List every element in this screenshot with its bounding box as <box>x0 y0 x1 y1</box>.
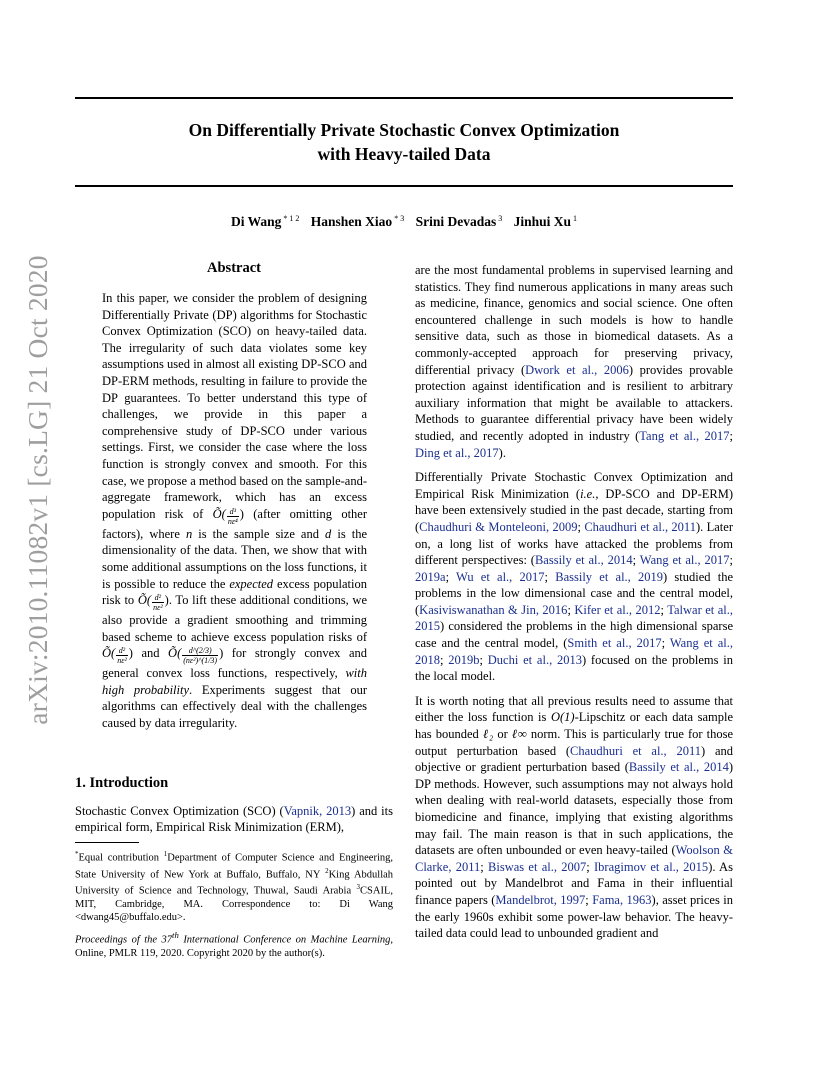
citation-link[interactable]: Talwar et al., 2015 <box>415 602 733 634</box>
math-o-tilde: Õ( <box>168 646 182 661</box>
fraction-denominator: nε⁴ <box>227 516 238 526</box>
abstract-text: is the sample size and <box>198 526 319 541</box>
body-text: ) DP methods. However, such assumptions may not always hold when dealing with real-world datasets, especially those from biomedicine and finance, implying that existing algorithms may fail. The main reason is that in such applications, the datasets are often unbounded or even heavy-tailed ( <box>415 760 733 858</box>
abstract-text: is the dimensionality of the data. Then, we show that with some additional assumptions on the loss functions, it is possible to reduce the <box>102 526 368 591</box>
title-line-1: On Differentially Private Stochastic Convex Optimization <box>188 120 620 140</box>
citation-link[interactable]: Kasiviswanathan & Jin, 2016 <box>419 602 568 617</box>
body-text: ) provides provable protection against identification and is resilient to arbitrary auxiliary information that might be available to attackers. Methods to guarantee differential privacy have been widely studied, and recently adopted in industry ( <box>415 362 733 443</box>
proceedings-note <box>75 929 393 960</box>
body-text: -Lipschitz or each data sample has bounded <box>415 710 733 742</box>
author-affiliation-marker: * 3 <box>394 214 405 223</box>
author-affiliation-marker: 3 <box>498 214 503 223</box>
abstract-heading: Abstract <box>207 260 261 276</box>
citation-link[interactable]: 2019a <box>415 569 446 584</box>
abstract-text: for strongly convex and general convex loss functions, respectively, <box>102 646 367 681</box>
abstract-text: . Experiments suggest that our algorithms can effectively deal with the challenges caused by data irregularity. <box>102 682 367 731</box>
abstract-text: and <box>141 646 160 661</box>
left-column <box>75 258 393 844</box>
body-text: ) focused on the problems in the local model. <box>415 652 733 684</box>
math-fraction <box>152 593 164 612</box>
section-heading-introduction: 1. Introduction <box>75 774 169 791</box>
math-fraction <box>227 507 239 526</box>
arxiv-stamp <box>21 255 53 725</box>
math-var: d <box>325 526 332 541</box>
author-affiliation-marker: * 1 2 <box>283 214 300 223</box>
body-text: Differentially Private Stochastic Convex Optimization and Empirical Risk Minimization ( <box>415 470 733 501</box>
fraction-numerator: d² <box>152 593 164 603</box>
proceedings-part: International Conference on Machine Learning <box>183 934 391 946</box>
math-fraction <box>182 646 218 665</box>
fraction-numerator: d^(2/3) <box>182 646 218 656</box>
author-name: Di Wang <box>231 214 282 229</box>
math-o-tilde: Õ( <box>137 593 152 608</box>
body-text: or <box>493 727 512 742</box>
body-text: ), asset prices in the early 1960s exhibit some power-law behavior. The heavy-tailed data could lead to unbounded gradient and <box>415 892 733 941</box>
citation-link[interactable]: Wang et al., 2017 <box>639 553 730 568</box>
author-name: Jinhui Xu <box>513 214 571 229</box>
abstract-text: . To lift these additional conditions, we also provide a gradient smoothing and trimming based scheme to achieve excess population risks of <box>102 593 367 644</box>
abstract-paragraph: In this paper, we consider the problem of designing Differentially Private (DP) algorithms for Stochastic Convex Optimization (SCO) on heavy-tailed data. The irregularity of such data violates some key assumptions used in almost all existing DP-SCO and DP-ERM methods, resulting in failure to provide the DP guarantees. To better understand this type of challenges, we provide in this paper a comprehensive study of DP-SCO under various settings. First, we consider the case where the loss function is strongly convex and smooth. For this case, we propose a method based on the sample-and-aggregate framework, which has an excess population risk of Õ( $\frac{\text{d³}}{\text{nε⁴}}$ ) (after omitting other factors), where n is the sample size and d is the dimensionality of the data. Then, we show that with some additional assumptions on the loss functions, it is possible to reduce the expected excess population risk to Õ( $\frac{\text{d²}}{\text{nε²}}$ ). To lift these additional conditions, we also provide a gradient smoothing and trimming based scheme to achieve excess population risks of Õ( $\frac{\text{d²}}{\text{nε²}}$ ) and Õ( $\frac{d\^{}(2/3)}{\text{(nε²)\textasciicircum{}(1/3)}}$ ) for strongly convex and general convex loss functions, respectively, with high probability. Experiments suggest that our algorithms can effectively deal with the challenges caused by data irregularity. <box>102 291 368 731</box>
abstract-text: In this paper, we consider the problem of designing Differentially Private (DP) algorithms for Stochastic Convex Optimization (SCO) on heavy-tailed data. The irregularity of such data violates some key assumptions used in almost all existing DP-SCO and DP-ERM methods, resulting in failure to provide the DP guarantees. To better understand this type of challenges, we provide in this paper a comprehensive study of DP-SCO under various settings. First, we consider the case where the loss function is strongly convex and smooth. For this case, we propose a method based on the sample-and-aggregate framework, which has an excess population risk of <box>102 291 367 521</box>
intro-paragraph <box>75 803 393 836</box>
citation-link[interactable]: Bassily et al., 2019 <box>555 569 664 584</box>
math-o-tilde: Õ( <box>102 646 116 661</box>
abstract-body <box>102 290 367 732</box>
citation-link[interactable]: Chaudhuri et al., 2011 <box>584 519 696 534</box>
citation-link[interactable]: Ding et al., 2017 <box>415 445 499 460</box>
footnote-text: *Equal contribution $^1$Department of Computer Science and Engineering, State University of New York at Buffalo, Buffalo, NY $^2$King Abdullah University of Science and Technology, Thuwal, Saudi Arabia $^3$CSAIL, MIT, Cambridge, MA. Correspondence to: Di Wang <dwang45@buffalo.edu>. <box>75 850 394 924</box>
proceedings-part: th <box>172 930 179 940</box>
citation-link[interactable]: Biswas et al., 2007 <box>488 859 587 874</box>
body-text: ) studied the problems in the low dimensional case and the central model, ( <box>415 569 733 617</box>
fraction-denominator: (nε²)^(1/3) <box>183 656 218 666</box>
math-var: n <box>185 526 193 541</box>
author-name: Srini Devadas <box>415 214 497 229</box>
citation-link[interactable]: Fama, 1963 <box>592 892 652 907</box>
title-rule-top <box>75 97 733 99</box>
citation-link[interactable]: Woolson & Clarke, 2011 <box>415 843 733 874</box>
citation-link[interactable]: Tang et al., 2017 <box>639 428 730 443</box>
citation-link[interactable]: Chaudhuri et al., 2011 <box>570 743 701 758</box>
body-text: ; <box>729 428 733 443</box>
emphasis-text: expected <box>229 576 274 591</box>
citation-link[interactable]: Wang et al., 2018 <box>415 636 733 667</box>
citation-link[interactable]: Duchi et al., 2013 <box>487 652 582 667</box>
footnote-part: Equal contribution <box>78 852 160 864</box>
citation-link[interactable]: Dwork et al., 2006 <box>525 362 629 377</box>
body-paragraph: Differentially Private Stochastic Convex Optimization and Empirical Risk Minimization (i.e., DP-SCO and DP-ERM) have been extensively studied in the past decade, starting from (Chaudhuri & Monteleoni, 2009; Chaudhuri et al., 2011). Later on, a long list of works have attacked the problems from different perspectives: (Bassily et al., 2014; Wang et al., 2017; 2019a; Wu et al., 2017; Bassily et al., 2019) studied the problems in the low dimensional case and the central model, (Kasiviswanathan & Jin, 2016; Kifer et al., 2012; Talwar et al., 2015) considered the problems in the high dimensional sparse case and the central model, (Smith et al., 2017; Wang et al., 2018; 2019b; Duchi et al., 2013) focused on the problems in the local model. <box>415 470 733 684</box>
body-text: It is worth noting that all previous results need to assume that either the loss function is <box>415 693 733 725</box>
footnote-part: CSAIL, MIT, Cambridge, MA. Correspondence to: Di Wang <dwang45@buffalo.edu>. <box>75 885 393 924</box>
author <box>231 214 299 229</box>
math-expression: O(1) <box>550 710 575 725</box>
proceedings-text <box>75 929 393 960</box>
citation-link[interactable]: Bassily et al., 2014 <box>628 760 729 775</box>
abstract-text: excess population risk to <box>102 576 367 608</box>
citation-link[interactable]: Vapnik, 2013 <box>283 803 352 818</box>
citation-link[interactable]: Mandelbrot, 1997 <box>495 892 586 907</box>
citation-link[interactable]: Smith et al., 2017 <box>567 636 662 651</box>
proceedings-part: Proceedings of the 37 <box>75 934 173 946</box>
fraction-denominator: nε² <box>117 656 127 666</box>
body-text: ) and its empirical form, Empirical Risk Minimization (ERM), <box>75 803 393 835</box>
body-text: ) considered the problems in the high dimensional sparse case and the central model, ( <box>415 619 733 651</box>
fraction-denominator: nε² <box>153 603 163 613</box>
body-text: are the most fundamental problems in supervised learning and statistics. They find numerous applications in many areas such as medicine, finance, genomics and social science. One often encountered challenge in such models is how to handle sensitive data, such as those in biomedical datasets. As a commonly-accepted approach for preserving privacy, differential privacy ( <box>415 263 733 377</box>
footnote <box>75 848 393 925</box>
body-paragraph: It is worth noting that all previous results need to assume that either the loss function is O(1)-Lipschitz or each data sample has bounded ℓ₂ or ℓ∞ norm. This is particularly true for those output perturbation based (Chaudhuri et al., 2011) and objective or gradient perturbation based (Bassily et al., 2014) DP methods. However, such assumptions may not always hold when dealing with real-world datasets, especially those from biomedicine and finance, implying that existing algorithms may fail. The main reason is that in such applications, the datasets are often unbounded or even heavy-tailed (Woolson & Clarke, 2011; Biswas et al., 2007; Ibragimov et al., 2015). As pointed out by Mandelbrot and Fama in their influential finance papers (Mandelbrot, 1997; Fama, 1963), asset prices in the early 1960s exhibit some power-law behavior. The heavy-tailed data could lead to unbounded gradient and <box>415 693 733 941</box>
footnote-part: Department of Computer Science and Engineering, State University of New York at Buffalo, Buffalo, NY <box>75 852 393 881</box>
citation-link[interactable]: Bassily et al., 2014 <box>534 553 633 568</box>
right-column <box>415 262 733 950</box>
body-text: ). <box>498 445 506 460</box>
emphasis-text: i.e., <box>580 486 599 501</box>
proceedings-part: , Online, PMLR 119, 2020. Copyright 2020 by the author(s). <box>75 934 393 959</box>
citation-link[interactable]: Wu et al., 2017 <box>456 569 545 584</box>
author <box>311 214 404 229</box>
body-text: ). As pointed out by Mandelbrot and Fama in their influential finance papers ( <box>415 859 733 907</box>
citation-link[interactable]: 2019b <box>448 652 480 667</box>
footnote-rule <box>75 842 139 843</box>
title-rule-bottom <box>75 185 733 187</box>
citation-link[interactable]: Ibragimov et al., 2015 <box>594 859 709 874</box>
author <box>416 214 503 229</box>
body-text: Stochastic Convex Optimization (SCO) ( <box>75 803 284 818</box>
citation-link[interactable]: Kifer et al., 2012 <box>574 602 661 617</box>
math-fraction <box>116 646 128 665</box>
body-paragraph <box>415 262 733 461</box>
paper-title <box>75 118 733 166</box>
math-expression: ℓ∞ <box>511 727 527 742</box>
abstract-text: (after omitting other factors), where <box>102 506 368 541</box>
author-list <box>75 214 733 230</box>
body-text: norm. This is particularly true for those output perturbation based ( <box>415 727 733 758</box>
arxiv-stamp-text: arXiv:2010.11082v1 [cs.LG] 21 Oct 2020 <box>21 255 53 725</box>
footnote-part: King Abdullah University of Science and Technology, Thuwal, Saudi Arabia <box>75 869 394 897</box>
author <box>514 214 577 229</box>
author-name: Hanshen Xiao <box>310 214 393 229</box>
math-expression: ℓ₂ <box>482 727 494 742</box>
body-text: ). Later on, a long list of works have attacked the problems from different perspectives: ( <box>415 519 733 568</box>
body-text: ) and objective or gradient perturbation based ( <box>415 743 733 775</box>
emphasis-text: with high probability <box>102 666 368 697</box>
math-o-tilde: Õ( <box>212 506 226 521</box>
title-line-2: with Heavy-tailed Data <box>317 144 491 164</box>
author-affiliation-marker: 1 <box>573 214 577 223</box>
body-text: DP-SCO and DP-ERM) have been extensively studied in the past decade, starting from ( <box>415 486 733 534</box>
fraction-numerator: d³ <box>227 507 239 517</box>
fraction-numerator: d² <box>116 646 128 656</box>
citation-link[interactable]: Chaudhuri & Monteleoni, 2009 <box>419 519 578 534</box>
